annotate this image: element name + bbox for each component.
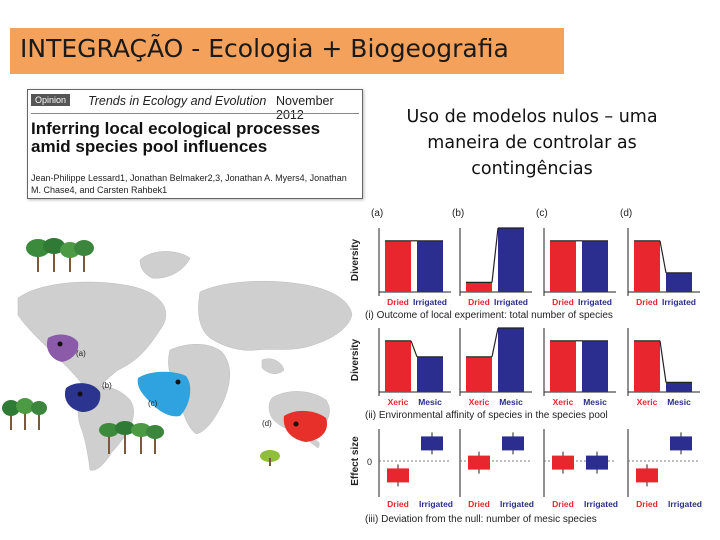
effect-box-right — [421, 436, 443, 450]
category-label-right: Irrigated — [577, 297, 613, 307]
tree-cluster-c — [99, 421, 164, 454]
region-c — [138, 372, 191, 417]
category-label-right: Irrigated — [499, 499, 535, 509]
southeast-asia-shape — [262, 359, 284, 374]
greenland-shape — [140, 251, 190, 278]
panel-letter: (a) — [371, 208, 384, 219]
category-label-left: Dried — [468, 499, 490, 509]
bar-left — [466, 282, 492, 292]
region-a-point — [58, 342, 63, 347]
category-label-right: Irrigated — [583, 499, 619, 509]
eurasia-shape — [198, 281, 352, 350]
map-label-a: (a) — [76, 349, 86, 358]
slide-title: INTEGRAÇÃO - Ecologia + Biogeografia — [20, 34, 509, 63]
category-label-left: Dried — [636, 297, 658, 307]
title-bar — [10, 28, 564, 74]
category-label-left: Xeric — [468, 397, 490, 407]
category-label-left: Xeric — [636, 397, 658, 407]
panel-letter: (d) — [620, 208, 633, 219]
effect-box-right — [670, 436, 692, 450]
bar-right — [582, 241, 608, 292]
bar-left — [466, 357, 492, 392]
panel-letter: (b) — [452, 208, 465, 219]
effect-box-left — [387, 468, 409, 482]
paper-divider — [31, 113, 359, 114]
region-d-point — [294, 422, 299, 427]
category-label-left: Dried — [636, 499, 658, 509]
effect-box-left — [468, 456, 490, 470]
bar-left — [550, 341, 576, 392]
bar-left — [550, 241, 576, 292]
bar-right — [498, 228, 524, 292]
map-label-b: (b) — [102, 381, 112, 390]
category-label-left: Xeric — [387, 397, 409, 407]
category-label-left: Dried — [552, 499, 574, 509]
journal-name: Trends in Ecology and Evolution — [88, 94, 267, 108]
bar-right — [582, 341, 608, 392]
zero-tick-label: 0 — [367, 457, 373, 467]
map-label-c: (c) — [148, 399, 158, 408]
world-map — [0, 220, 360, 480]
tree-cluster-d — [260, 450, 280, 466]
effect-box-right — [502, 436, 524, 450]
category-label-left: Dried — [387, 297, 409, 307]
bar-left — [385, 241, 411, 292]
tree-cluster-b — [2, 398, 47, 430]
region-d — [284, 411, 327, 442]
row-caption: (i) Outcome of local experiment: total number of species — [365, 310, 613, 321]
effect-box-right — [586, 456, 608, 470]
category-label-right: Irrigated — [418, 499, 454, 509]
category-label-left: Dried — [387, 499, 409, 509]
paper-title: Inferring local ecological processes amid species pool influences — [31, 119, 321, 156]
trend-line — [492, 328, 498, 357]
new-zealand-shape — [310, 440, 319, 448]
category-label-right: Irrigated — [661, 297, 697, 307]
bar-right — [498, 328, 524, 392]
category-label-right: Mesic — [418, 397, 442, 407]
bar-left — [385, 341, 411, 392]
publication-date: November 2012 — [276, 94, 334, 122]
trend-line — [660, 241, 666, 273]
bar-right — [666, 273, 692, 292]
bar-right — [417, 241, 443, 292]
trend-line — [411, 341, 417, 357]
bar-left — [634, 341, 660, 392]
effect-box-left — [552, 456, 574, 470]
category-label-right: Mesic — [583, 397, 607, 407]
slide-description: Uso de modelos nulos – uma maneira de controlar as contingências — [406, 107, 658, 179]
category-label-right: Irrigated — [493, 297, 529, 307]
trend-line — [660, 341, 666, 383]
y-axis-label: Diversity — [350, 238, 361, 282]
category-label-left: Xeric — [552, 397, 574, 407]
category-label-left: Dried — [468, 297, 490, 307]
category-label-right: Irrigated — [412, 297, 448, 307]
y-axis-label: Effect size — [350, 436, 361, 486]
tree-cluster-a — [26, 238, 94, 272]
effect-box-left — [636, 468, 658, 482]
section-badge: Opinion — [31, 94, 70, 106]
trend-line — [492, 228, 498, 282]
null-model-figure — [345, 202, 720, 540]
bar-right — [666, 382, 692, 392]
paper-authors: Jean-Philippe Lessard1, Jonathan Belmaker2,3, Jonathan A. Myers4, Jonathan M. Chase4, and Carsten Rahbek1 — [31, 173, 347, 195]
region-b-point — [78, 392, 83, 397]
map-label-d: (d) — [262, 419, 272, 428]
row-caption: (iii) Deviation from the null: number of mesic species — [365, 514, 597, 525]
bar-left — [634, 241, 660, 292]
region-c-point — [176, 380, 181, 385]
row-caption: (ii) Environmental affinity of species in the species pool — [365, 410, 608, 421]
paper-header-image — [27, 89, 363, 199]
category-label-right: Irrigated — [667, 499, 703, 509]
category-label-right: Mesic — [667, 397, 691, 407]
region-b — [65, 383, 100, 412]
bar-right — [417, 357, 443, 392]
category-label-right: Mesic — [499, 397, 523, 407]
panel-letter: (c) — [536, 208, 548, 219]
category-label-left: Dried — [552, 297, 574, 307]
y-axis-label: Diversity — [350, 338, 361, 382]
